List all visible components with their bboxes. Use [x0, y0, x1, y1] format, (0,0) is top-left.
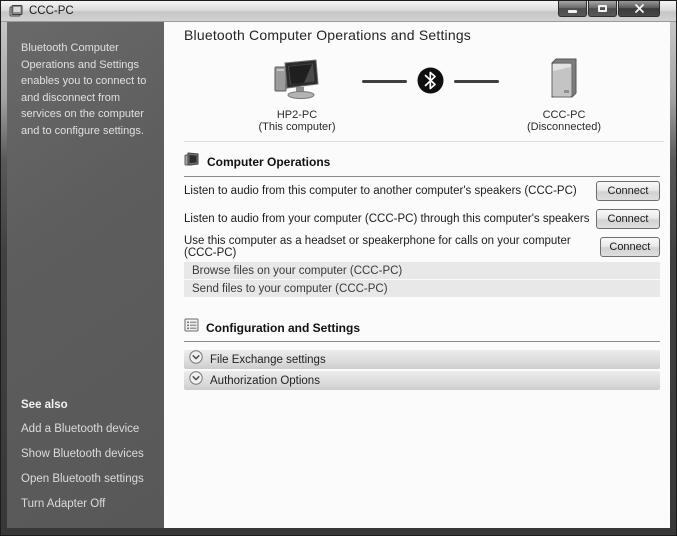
window-frame: [1, 22, 676, 535]
connector-line-left: [362, 80, 407, 83]
file-exchange-settings-label: File Exchange settings: [210, 353, 326, 366]
configuration-settings-header: [184, 318, 660, 342]
file-exchange-settings-expander[interactable]: [184, 350, 660, 369]
chevron-down-icon[interactable]: [189, 350, 203, 369]
operation-label: Listen to audio from your computer (CCC-PC) through this computer's speakers: [184, 213, 590, 225]
operation-row-audio-from-remote: [184, 205, 660, 233]
authorization-options-expander[interactable]: [184, 371, 660, 390]
browse-files-label: Browse files on your computer (CCC-PC): [192, 264, 403, 277]
authorization-options-label: Authorization Options: [210, 374, 320, 387]
computer-operations-title: Computer Operations: [207, 155, 331, 169]
window-controls: [557, 1, 660, 17]
local-computer-node: [242, 57, 352, 133]
sidebar-link-add-bluetooth-device[interactable]: Add a Bluetooth device: [21, 423, 140, 435]
bluetooth-icon: [417, 67, 444, 99]
window-title: CCC-PC: [29, 5, 74, 17]
see-also-section: [21, 399, 152, 514]
sidebar-link-open-bluetooth-settings[interactable]: Open Bluetooth settings: [21, 473, 144, 485]
close-icon: [635, 4, 644, 13]
remote-computer-name: CCC-PC: [542, 109, 586, 121]
browse-files-row[interactable]: [184, 262, 660, 279]
minimize-button[interactable]: [558, 1, 587, 17]
send-files-label: Send files to your computer (CCC-PC): [192, 282, 388, 295]
configuration-settings-title: Configuration and Settings: [206, 320, 360, 335]
connector-line-right: [454, 80, 499, 83]
operation-label: Listen to audio from this computer to another computer's speakers (CCC-PC): [184, 185, 577, 197]
computer-operations-header: [184, 152, 660, 177]
send-files-row[interactable]: [184, 280, 660, 297]
page-title: Bluetooth Computer Operations and Settings: [184, 27, 472, 43]
main-panel: [164, 22, 670, 528]
connect-button-headset[interactable]: Connect: [600, 237, 660, 257]
connect-button-audio-to-remote[interactable]: Connect: [596, 181, 660, 201]
connection-diagram: [184, 51, 664, 142]
sidebar-link-show-bluetooth-devices[interactable]: Show Bluetooth devices: [21, 448, 144, 460]
operation-row-headset: [184, 233, 660, 261]
maximize-button[interactable]: [588, 1, 617, 17]
computer-operations-icon: [184, 152, 200, 172]
window-icon: [9, 5, 23, 18]
minimize-icon: [568, 10, 577, 13]
operation-label: Use this computer as a headset or speakerphone for calls on your computer (CCC-PC): [184, 235, 571, 259]
connect-button-audio-from-remote[interactable]: Connect: [596, 209, 660, 229]
settings-list-icon: [184, 318, 199, 337]
remote-device-icon: [544, 57, 584, 106]
maximize-icon: [598, 5, 607, 12]
desktop-computer-icon: [272, 57, 322, 106]
remote-computer-status: (Disconnected): [527, 121, 601, 133]
sidebar: [7, 22, 164, 528]
close-button[interactable]: [618, 1, 660, 17]
chevron-down-icon[interactable]: [189, 371, 203, 390]
local-computer-status: (This computer): [258, 121, 336, 133]
sidebar-description: Bluetooth Computer Operations and Settings enables you to connect to and disconnect from services on the computer and to configure settings.: [21, 42, 147, 137]
remote-computer-node: [509, 57, 619, 133]
sidebar-link-turn-adapter-off[interactable]: Turn Adapter Off: [21, 498, 106, 510]
see-also-heading: See also: [21, 399, 68, 411]
window-body: [7, 22, 670, 528]
local-computer-name: HP2-PC: [276, 109, 318, 121]
title-bar[interactable]: [1, 1, 676, 22]
operation-row-audio-to-remote: [184, 177, 660, 205]
